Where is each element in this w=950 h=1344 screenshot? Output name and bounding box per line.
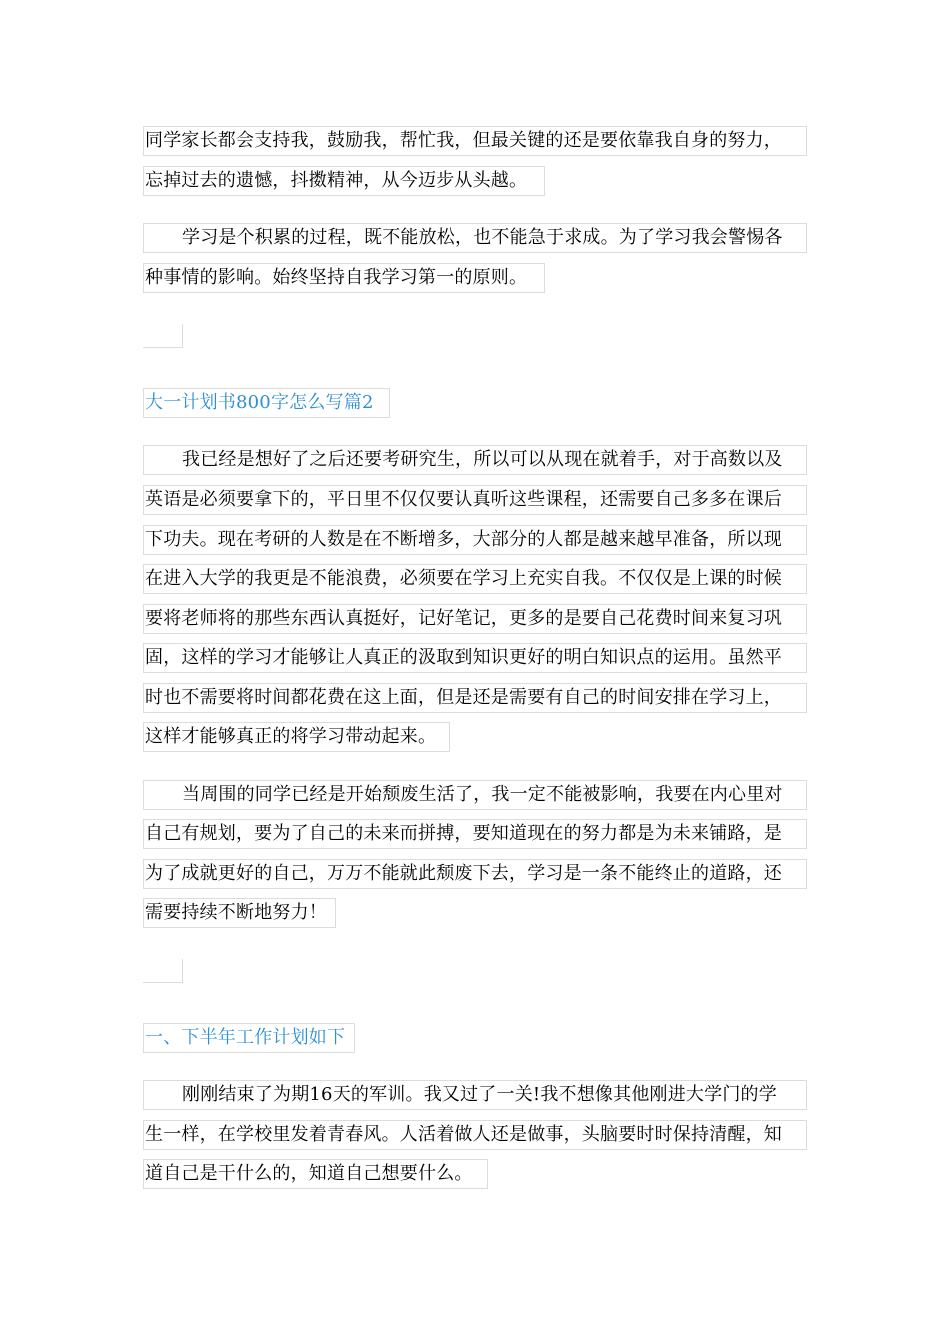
paragraph-line: 忘掉过去的遗憾，抖擞精神，从今迈步从头越。: [143, 166, 545, 196]
paragraph-line: 固，这样的学习才能够让人真正的汲取到知识更好的明白知识点的运用。虽然平: [143, 643, 807, 673]
paragraph-line: 种事情的影响。始终坚持自我学习第一的原则。: [143, 263, 545, 293]
paragraph-line: 英语是必须要拿下的，平日里不仅仅要认真听这些课程，还需要自己多多在课后: [143, 485, 807, 515]
paragraph-line: 时也不需要将时间都花费在这上面，但是还是需要有自己的时间安排在学习上，: [143, 683, 807, 713]
paragraph-line: 学习是个积累的过程，既不能放松，也不能急于求成。为了学习我会警惕各: [143, 223, 807, 253]
paragraph-line: 下功夫。现在考研的人数是在不断增多，大部分的人都是越来越早准备，所以现: [143, 525, 807, 555]
empty-paragraph-marker: [143, 959, 183, 983]
paragraph-line: 同学家长都会支持我，鼓励我，帮忙我，但最关键的还是要依靠我自身的努力，: [143, 126, 807, 156]
paragraph-line: 这样才能够真正的将学习带动起来。: [143, 722, 450, 752]
paragraph-line: 刚刚结束了为期16天的军训。我又过了一关!我不想像其他刚进大学门的学: [143, 1080, 807, 1110]
paragraph-line: 当周围的同学已经是开始颓废生活了，我一定不能被影响，我要在内心里对: [143, 780, 807, 810]
paragraph-line: 要将老师将的那些东西认真挺好，记好笔记，更多的是要自己花费时间来复习巩: [143, 604, 807, 634]
paragraph-line: 生一样，在学校里发着青春风。人活着做人还是做事，头脑要时时保持清醒，知: [143, 1120, 807, 1150]
paragraph-line: 自己有规划，要为了自己的未来而拼搏，要知道现在的努力都是为未来铺路，是: [143, 819, 807, 849]
paragraph-line: 为了成就更好的自己，万万不能就此颓废下去，学习是一条不能终止的道路，还: [143, 859, 807, 889]
paragraph-line: 我已经是想好了之后还要考研究生，所以可以从现在就着手，对于高数以及: [143, 445, 807, 475]
paragraph-line: 需要持续不断地努力！: [143, 898, 336, 928]
paragraph-line: 在进入大学的我更是不能浪费，必须要在学习上充实自我。不仅仅是上课的时候: [143, 564, 807, 594]
paragraph-line: 道自己是干什么的，知道自己想要什么。: [143, 1159, 488, 1189]
section-heading: 大一计划书800字怎么写篇2: [143, 388, 390, 418]
section-heading: 一、下半年工作计划如下: [143, 1023, 355, 1053]
empty-paragraph-marker: [143, 324, 183, 348]
